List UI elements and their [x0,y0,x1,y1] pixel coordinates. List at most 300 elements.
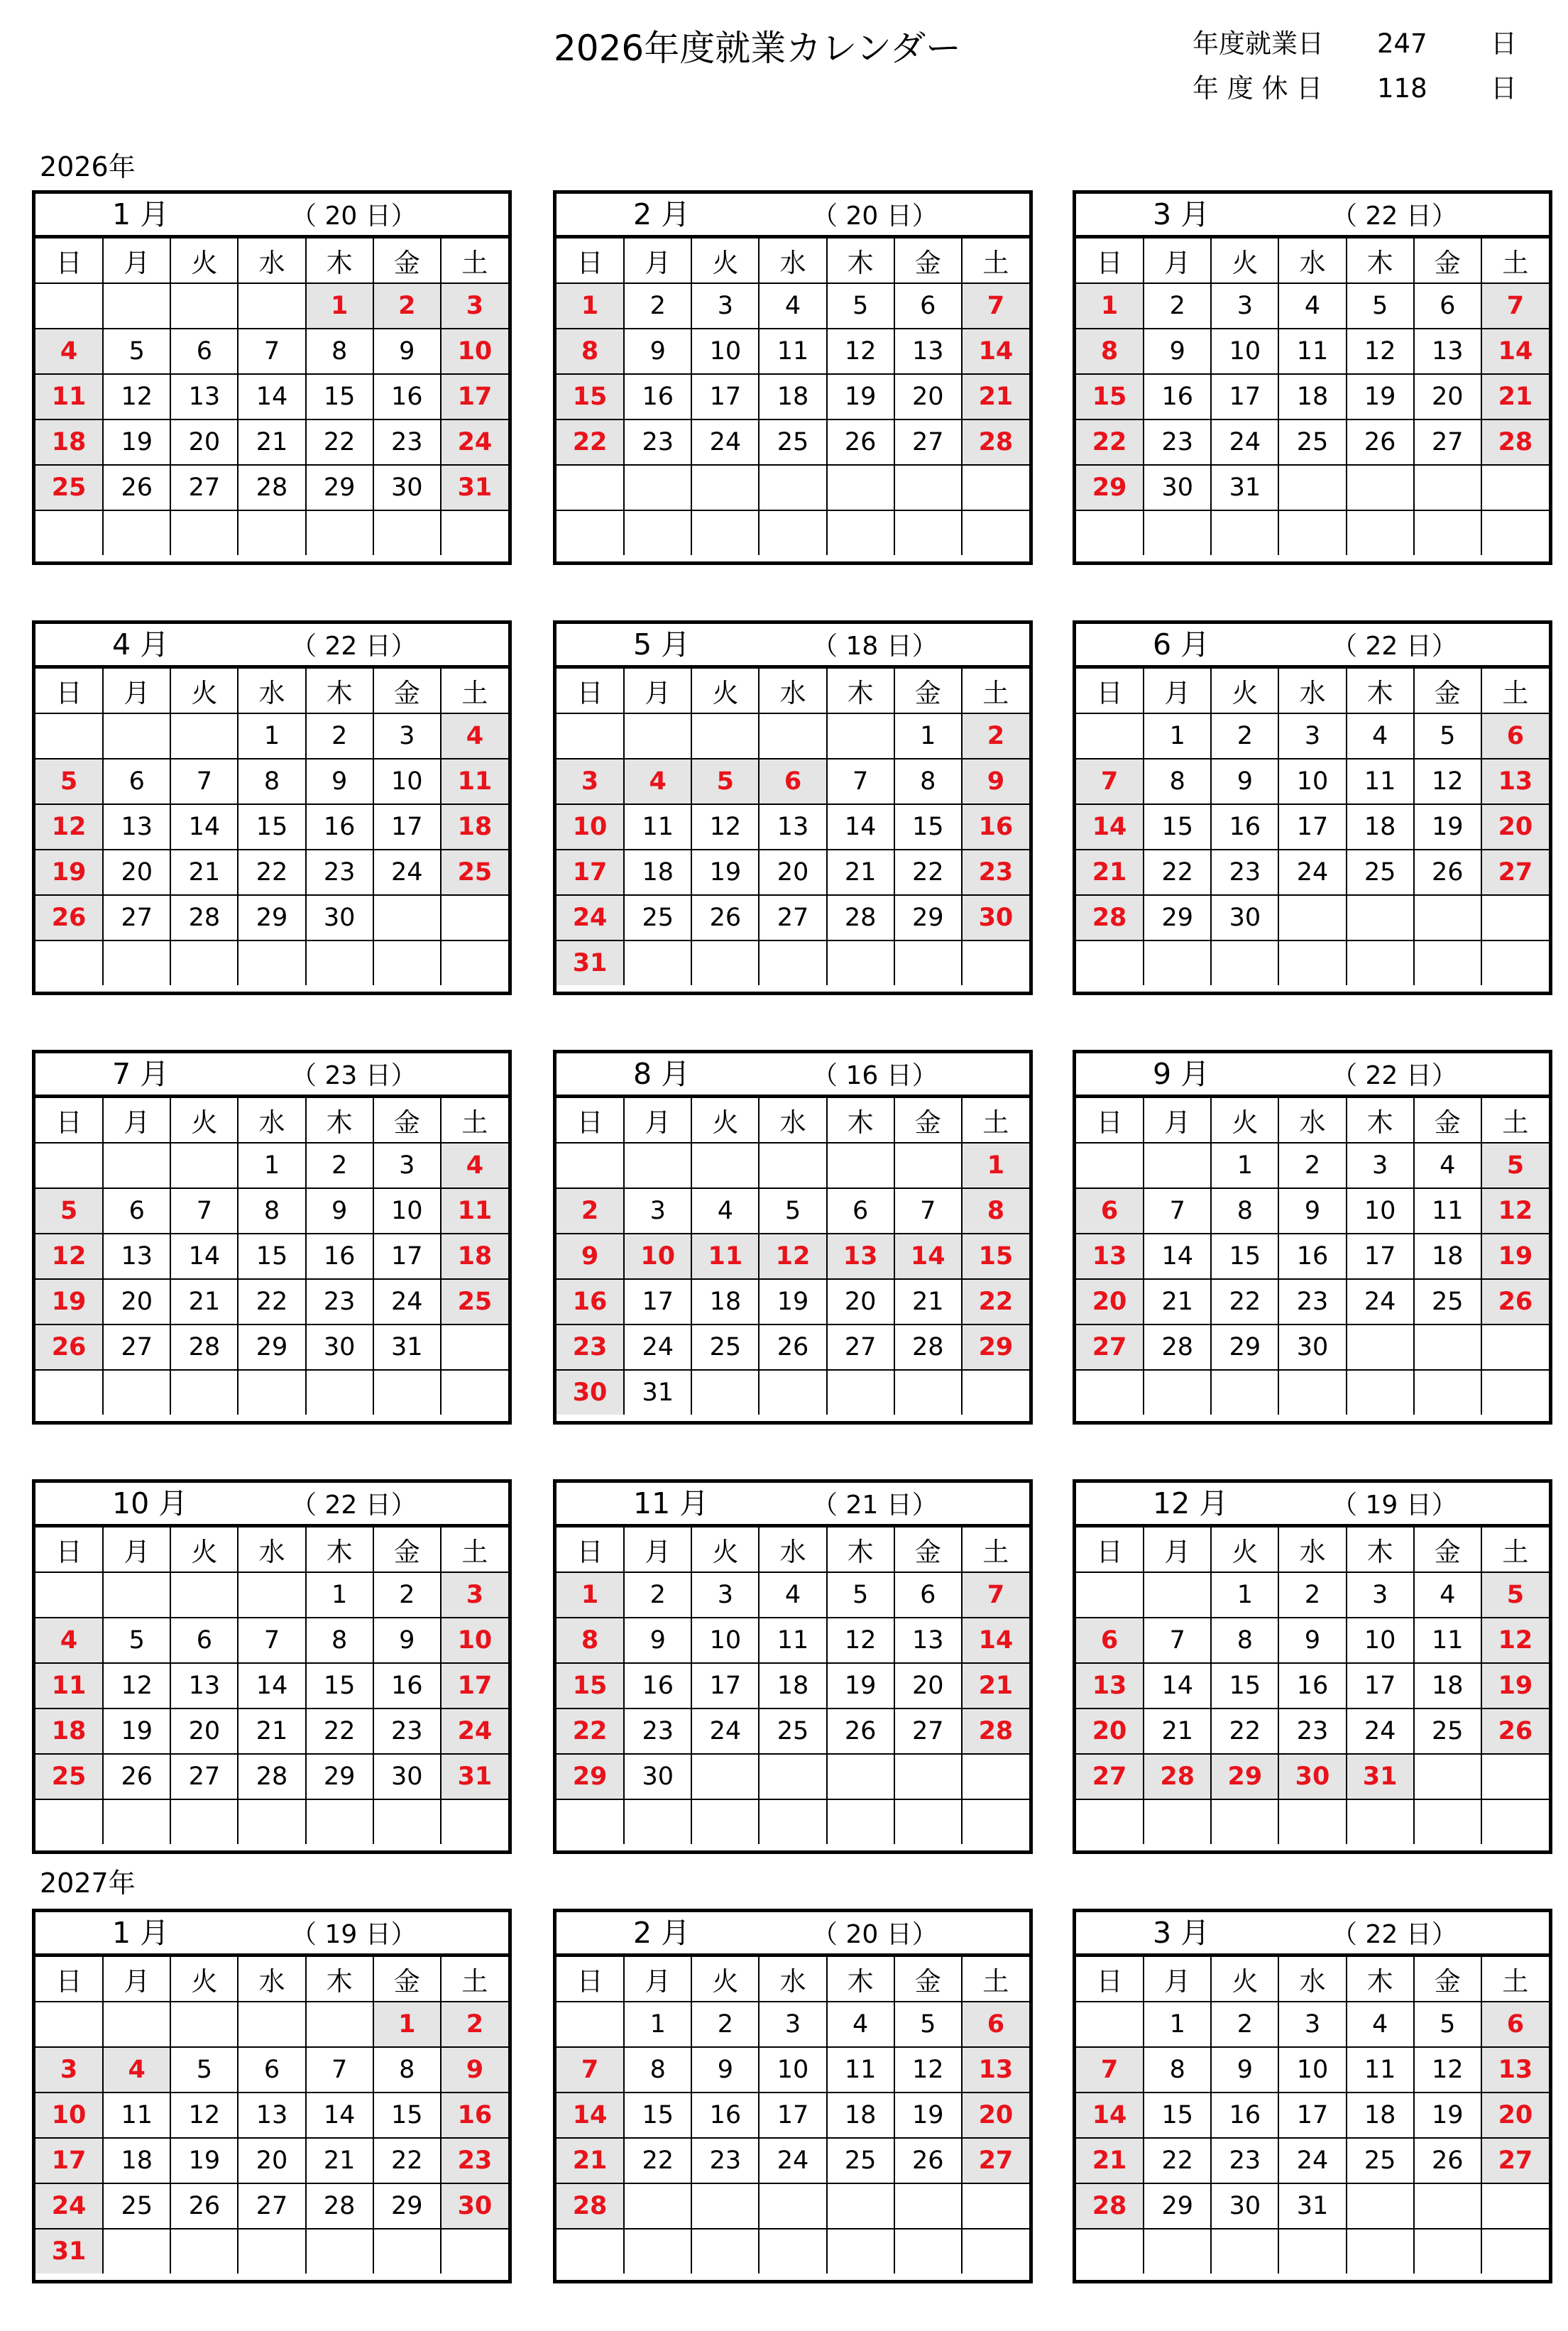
month-calendar [1073,1050,1552,1425]
empty-cell [35,940,103,985]
empty-cell [624,1143,691,1188]
day-cell: 4 [1414,1572,1481,1618]
month-workdays: （ 22 日） [1332,1920,1457,1949]
empty-cell [759,1754,826,1799]
day-cell: 9 [624,1618,691,1663]
empty-cell [894,1370,962,1415]
day-cell: 24 [691,419,759,465]
week-row [557,1572,1029,1618]
week-row [35,1188,508,1234]
holiday-cell: 31 [1347,1754,1414,1799]
holiday-cell: 20 [1076,1709,1144,1754]
day-cell: 21 [238,419,305,465]
week-row [1076,713,1549,759]
month-header [557,624,1029,667]
day-cell: 18 [1414,1663,1481,1709]
weekday-header-row [35,1956,508,2002]
empty-cell [1414,465,1481,510]
week-row [35,1370,508,1415]
holiday-cell: 15 [962,1234,1029,1279]
day-cell: 9 [624,329,691,374]
day-cell: 30 [1211,895,1278,940]
holiday-cell: 1 [373,2002,441,2047]
day-cell: 9 [1278,1618,1346,1663]
holiday-cell: 21 [962,1663,1029,1709]
day-cell: 1 [1211,1143,1278,1188]
week-row [557,419,1029,465]
holiday-cell: 13 [962,2047,1029,2093]
day-cell: 27 [103,1324,170,1370]
holiday-cell: 12 [1481,1618,1549,1663]
empty-cell [962,940,1029,985]
empty-cell [557,1799,624,1844]
day-cell: 23 [1211,850,1278,895]
weekday-label: 木 [827,238,894,283]
holiday-cell: 10 [441,329,508,374]
summary-value: 247 [1377,28,1427,59]
day-cell: 3 [691,283,759,329]
holiday-cell: 11 [441,759,508,804]
day-cell: 18 [1278,374,1346,419]
weekday-header-row [35,238,508,283]
day-cell: 17 [1278,2093,1346,2138]
weekday-label: 水 [238,1527,305,1572]
week-row [1076,283,1549,329]
holiday-cell: 26 [1481,1709,1549,1754]
holiday-cell: 3 [441,283,508,329]
day-cell: 13 [103,804,170,850]
empty-cell [1414,2183,1481,2229]
week-row [557,465,1029,510]
day-cell: 7 [238,329,305,374]
weekday-label: 金 [894,1527,962,1572]
holiday-cell: 14 [962,329,1029,374]
day-cell: 15 [894,804,962,850]
day-cell: 28 [170,1324,238,1370]
day-cell: 17 [1347,1663,1414,1709]
day-cell: 15 [1144,2093,1211,2138]
weekday-label: 木 [827,1097,894,1143]
weekday-header-row [557,668,1029,713]
empty-cell [306,1370,373,1415]
holiday-cell: 3 [35,2047,103,2093]
month-header [35,194,508,237]
holiday-cell: 14 [1076,804,1144,850]
month-name: 3 月 [1153,197,1210,231]
weekday-label: 土 [962,1097,1029,1143]
day-cell: 27 [1414,419,1481,465]
day-cell: 10 [691,329,759,374]
empty-cell [170,1572,238,1618]
week-row [1076,2047,1549,2093]
weekday-label: 木 [827,1527,894,1572]
day-cell: 21 [170,850,238,895]
day-cell: 27 [170,465,238,510]
day-cell: 20 [103,850,170,895]
day-cell: 12 [691,804,759,850]
day-cell: 20 [103,1279,170,1324]
day-cell: 1 [306,1572,373,1618]
weekday-header-row [35,668,508,713]
day-cell: 29 [894,895,962,940]
month-calendar [553,620,1033,995]
day-cell: 30 [373,465,441,510]
empty-cell [1211,510,1278,555]
month-name: 2 月 [633,1916,691,1950]
empty-cell [1076,713,1144,759]
holiday-cell: 30 [1278,1754,1346,1799]
empty-cell [557,2229,624,2274]
weekday-label: 金 [1414,1097,1481,1143]
holiday-cell: 27 [1076,1324,1144,1370]
day-cell: 8 [306,1618,373,1663]
month-name: 7 月 [112,1057,170,1091]
day-cell: 11 [624,804,691,850]
day-cell: 23 [624,1709,691,1754]
page-title: 2026年度就業カレンダー [554,28,961,69]
day-cell: 12 [894,2047,962,2093]
day-cell: 19 [1347,374,1414,419]
day-cell: 1 [238,1143,305,1188]
holiday-cell: 28 [1481,419,1549,465]
week-row [557,1709,1029,1754]
week-row [557,2093,1029,2138]
weekday-label: 木 [1347,1097,1414,1143]
day-cell: 26 [827,419,894,465]
month-header [1076,1483,1549,1526]
day-cell: 5 [170,2047,238,2093]
weekday-label: 月 [624,238,691,283]
weekday-label: 日 [35,238,103,283]
day-cell: 17 [691,1663,759,1709]
empty-cell [103,283,170,329]
holiday-cell: 4 [35,1618,103,1663]
summary-label: 年度就業日 [1193,28,1324,59]
day-cell: 30 [1144,465,1211,510]
month-name: 5 月 [633,627,691,662]
empty-cell [1211,940,1278,985]
day-cell: 1 [624,2002,691,2047]
empty-cell [1414,1754,1481,1799]
week-row [1076,804,1549,850]
day-cell: 24 [691,1709,759,1754]
day-cell: 16 [306,804,373,850]
day-grid [557,237,1029,555]
day-cell: 4 [1347,2002,1414,2047]
week-row [35,1324,508,1370]
holiday-cell: 28 [1076,2183,1144,2229]
empty-cell [759,1143,826,1188]
week-row [35,510,508,555]
day-cell: 25 [691,1324,759,1370]
empty-cell [1144,2229,1211,2274]
day-cell: 20 [238,2138,305,2183]
day-cell: 17 [691,374,759,419]
day-cell: 2 [1211,2002,1278,2047]
day-cell: 10 [373,1188,441,1234]
day-cell: 12 [103,374,170,419]
holiday-cell: 7 [1076,759,1144,804]
week-row [557,329,1029,374]
empty-cell [624,2229,691,2274]
empty-cell [35,510,103,555]
weekday-label: 月 [103,1097,170,1143]
day-cell: 22 [624,2138,691,2183]
day-cell: 16 [306,1234,373,1279]
day-cell: 18 [759,1663,826,1709]
weekday-label: 金 [373,1097,441,1143]
day-cell: 29 [373,2183,441,2229]
holiday-cell: 29 [557,1754,624,1799]
day-cell: 17 [759,2093,826,2138]
empty-cell [1347,465,1414,510]
empty-cell [238,2229,305,2274]
day-cell: 26 [103,465,170,510]
day-cell: 30 [1211,2183,1278,2229]
holiday-cell: 26 [1481,1279,1549,1324]
day-cell: 29 [238,1324,305,1370]
day-cell: 28 [238,1754,305,1799]
empty-cell [306,2229,373,2274]
month-workdays: （ 23 日） [291,1061,417,1090]
weekday-label: 木 [306,1956,373,2002]
week-row [557,759,1029,804]
month-header [1076,1053,1549,1097]
empty-cell [306,1799,373,1844]
month-workdays: （ 22 日） [291,632,417,661]
day-cell: 8 [1144,759,1211,804]
empty-cell [1278,465,1346,510]
day-cell: 6 [1414,283,1481,329]
day-cell: 13 [894,329,962,374]
day-cell: 5 [894,2002,962,2047]
empty-cell [238,940,305,985]
holiday-cell: 2 [441,2002,508,2047]
day-cell: 9 [306,759,373,804]
empty-cell [624,940,691,985]
day-cell: 22 [306,419,373,465]
day-cell: 2 [306,1143,373,1188]
empty-cell [35,283,103,329]
holiday-cell: 9 [962,759,1029,804]
holiday-cell: 20 [962,2093,1029,2138]
day-cell: 17 [1347,1234,1414,1279]
holiday-cell: 28 [962,1709,1029,1754]
day-cell: 3 [1347,1143,1414,1188]
day-cell: 10 [373,759,441,804]
holiday-cell: 16 [962,804,1029,850]
empty-cell [238,1370,305,1415]
week-row [1076,465,1549,510]
empty-cell [1278,2229,1346,2274]
week-row [557,1663,1029,1709]
weekday-label: 水 [238,238,305,283]
month-header [557,1483,1029,1526]
week-row [1076,940,1549,985]
year-label-2026: 2026年 [40,151,136,182]
holiday-cell: 6 [1481,713,1549,759]
day-cell: 9 [1144,329,1211,374]
week-row [557,713,1029,759]
week-row [35,1754,508,1799]
empty-cell [759,940,826,985]
empty-cell [373,940,441,985]
month-header [557,194,1029,237]
empty-cell [103,1370,170,1415]
day-cell: 21 [306,2138,373,2183]
day-cell: 12 [1414,2047,1481,2093]
day-cell: 25 [759,419,826,465]
day-cell: 23 [1278,1709,1346,1754]
holiday-cell: 19 [1481,1234,1549,1279]
empty-cell [373,2229,441,2274]
week-row [35,1663,508,1709]
day-grid [35,1097,508,1415]
day-cell: 4 [827,2002,894,2047]
week-row [1076,1663,1549,1709]
week-row [557,1618,1029,1663]
empty-cell [759,1370,826,1415]
weekday-label: 月 [624,668,691,713]
holiday-cell: 7 [1076,2047,1144,2093]
day-cell: 2 [1278,1572,1346,1618]
weekday-label: 土 [441,1956,508,2002]
weekday-label: 土 [441,1527,508,1572]
empty-cell [1144,1370,1211,1415]
day-cell: 18 [827,2093,894,2138]
day-cell: 12 [103,1663,170,1709]
weekday-label: 水 [238,1956,305,2002]
empty-cell [373,895,441,940]
day-cell: 27 [827,1324,894,1370]
day-cell: 13 [170,374,238,419]
day-cell: 5 [1347,283,1414,329]
weekday-label: 月 [1144,238,1211,283]
day-cell: 21 [1144,1279,1211,1324]
day-cell: 10 [759,2047,826,2093]
weekday-label: 木 [1347,1527,1414,1572]
day-cell: 1 [238,713,305,759]
day-cell: 10 [1347,1618,1414,1663]
week-row [1076,1709,1549,1754]
empty-cell [103,1143,170,1188]
day-cell: 17 [624,1279,691,1324]
empty-cell [1076,1799,1144,1844]
day-cell: 4 [1414,1143,1481,1188]
empty-cell [1076,2229,1144,2274]
weekday-label: 日 [1076,1956,1144,2002]
week-row [557,850,1029,895]
day-cell: 30 [1278,1324,1346,1370]
day-cell: 8 [1211,1188,1278,1234]
holiday-cell: 13 [1481,759,1549,804]
month-workdays: （ 18 日） [812,632,938,661]
weekday-header-row [1076,1097,1549,1143]
holiday-cell: 27 [1076,1754,1144,1799]
empty-cell [1347,1799,1414,1844]
day-cell: 18 [1347,804,1414,850]
empty-cell [35,2002,103,2047]
weekday-label: 月 [624,1527,691,1572]
day-cell: 2 [1278,1143,1346,1188]
month-calendar [32,190,512,565]
empty-cell [827,465,894,510]
holiday-cell: 21 [962,374,1029,419]
day-cell: 28 [1144,1324,1211,1370]
day-cell: 12 [827,329,894,374]
day-cell: 26 [827,1709,894,1754]
weekday-label: 水 [1278,1527,1346,1572]
month-calendar [32,1050,512,1425]
holiday-cell: 4 [441,713,508,759]
month-name: 10 月 [112,1486,188,1520]
day-grid [1076,1526,1549,1844]
empty-cell [441,1799,508,1844]
empty-cell [1347,1370,1414,1415]
week-row [1076,1324,1549,1370]
week-row [557,1143,1029,1188]
weekday-label: 日 [557,668,624,713]
weekday-label: 月 [103,238,170,283]
holiday-cell: 13 [1076,1663,1144,1709]
day-cell: 22 [1211,1279,1278,1324]
weekday-label: 火 [170,1527,238,1572]
day-cell: 10 [1278,2047,1346,2093]
weekday-label: 月 [1144,1527,1211,1572]
day-cell: 10 [691,1618,759,1663]
day-cell: 9 [306,1188,373,1234]
holiday-cell: 1 [306,283,373,329]
day-cell: 19 [1414,804,1481,850]
empty-cell [557,465,624,510]
empty-cell [103,510,170,555]
week-row [1076,419,1549,465]
day-cell: 26 [1414,850,1481,895]
week-row [1076,1279,1549,1324]
day-cell: 27 [894,1709,962,1754]
month-header [1076,194,1549,237]
empty-cell [1481,510,1549,555]
empty-cell [1278,940,1346,985]
day-cell: 1 [894,713,962,759]
weekday-header-row [35,1097,508,1143]
holiday-cell: 14 [962,1618,1029,1663]
day-cell: 7 [170,1188,238,1234]
empty-cell [1076,1572,1144,1618]
month-workdays: （ 20 日） [291,202,417,231]
holiday-cell: 16 [557,1279,624,1324]
weekday-label: 火 [170,668,238,713]
week-row [1076,895,1549,940]
empty-cell [1211,1799,1278,1844]
empty-cell [238,283,305,329]
week-row [35,2183,508,2229]
weekday-label: 金 [1414,668,1481,713]
day-cell: 21 [170,1279,238,1324]
holiday-cell: 5 [35,1188,103,1234]
weekday-label: 土 [441,1097,508,1143]
empty-cell [1144,510,1211,555]
day-cell: 22 [894,850,962,895]
empty-cell [1347,510,1414,555]
day-grid [557,667,1029,985]
holiday-cell: 22 [962,1279,1029,1324]
holiday-cell: 7 [962,283,1029,329]
holiday-cell: 6 [1076,1618,1144,1663]
day-cell: 17 [1278,804,1346,850]
day-cell: 4 [691,1188,759,1234]
holiday-cell: 24 [441,419,508,465]
